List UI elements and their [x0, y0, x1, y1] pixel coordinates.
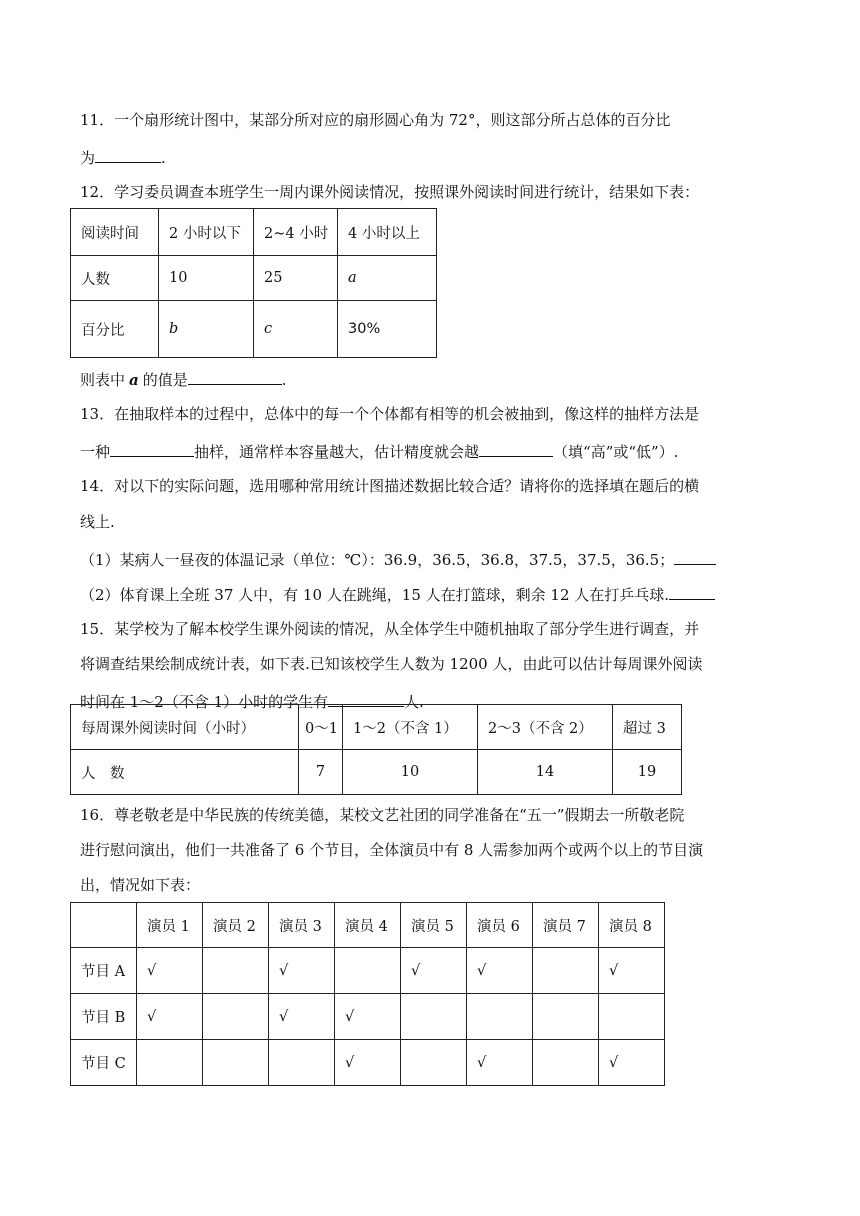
table-cell: 4 小时以上 — [338, 209, 437, 256]
table-row — [71, 1040, 665, 1086]
table-cell: 人数 — [71, 256, 159, 301]
q14-item1-text: （1）某病人一昼夜的体温记录（单位：℃）：36.9，36.5，36.8，37.5，37.5，36.5； — [80, 551, 675, 569]
table-cell: √ — [467, 948, 533, 994]
q11-prefix: 为 — [80, 149, 96, 167]
q12-question-suffix: . — [281, 371, 287, 389]
table-cell: 演员 8 — [599, 903, 665, 948]
q16-line1: 16．尊老敬老是中华民族的传统美德，某校文艺社团的同学准备在“五一”假期去一所敬老院 — [80, 806, 685, 824]
q15-line1: 15．某学校为了解本校学生课外阅读的情况，从全体学生中随机抽取了部分学生进行调查，并 — [80, 620, 700, 638]
q16-line3: 出，情况如下表： — [80, 876, 201, 894]
table-cell: 演员 3 — [269, 903, 335, 948]
q12-answer-blank[interactable] — [188, 368, 282, 385]
table-cell — [533, 948, 599, 994]
table-cell: 2 小时以下 — [159, 209, 254, 256]
table-cell — [401, 1040, 467, 1086]
table-cell: √ — [401, 948, 467, 994]
table-cell: √ — [467, 1040, 533, 1086]
q13-suffix: （填“高”或“低”）. — [553, 443, 679, 461]
table-row — [71, 948, 665, 994]
table-cell: √ — [599, 948, 665, 994]
table-cell: 演员 6 — [467, 903, 533, 948]
q12-table — [70, 208, 437, 358]
q16-table — [70, 902, 665, 1086]
q14-item1 — [80, 548, 716, 570]
table-row — [71, 256, 437, 301]
q13-prefix: 一种 — [80, 443, 111, 461]
table-cell — [599, 994, 665, 1040]
q14-item2-text: （2）体育课上全班 37 人中，有 10 人在跳绳，15 人在打篮球，剩余 12 人在打乒乓球. — [80, 586, 670, 604]
table-cell: 演员 7 — [533, 903, 599, 948]
q14-line1: 14．对以下的实际问题，选用哪种常用统计图描述数据比较合适？请将你的选择填在题后的横 — [80, 477, 700, 495]
table-cell: 25 — [254, 256, 338, 301]
table-cell: √ — [269, 948, 335, 994]
table-row — [71, 209, 437, 256]
table-cell — [137, 1040, 203, 1086]
table-cell: 演员 4 — [335, 903, 401, 948]
q14-item2-blank[interactable] — [669, 583, 715, 600]
q14-item2 — [80, 583, 715, 605]
q16-line2: 进行慰问演出，他们一共准备了 6 个节目，全体演员中有 8 人需参加两个或两个以上的节目演 — [80, 841, 704, 859]
q13-answer-blank-2[interactable] — [479, 440, 553, 457]
table-cell — [203, 994, 269, 1040]
table-cell — [401, 994, 467, 1040]
table-cell: 百分比 — [71, 301, 159, 358]
q12-intro: 12．学习委员调查本班学生一周内课外阅读情况，按照课外阅读时间进行统计，结果如下表： — [80, 183, 700, 201]
q13-mid: 抽样，通常样本容量越大，估计精度就会越 — [194, 443, 480, 461]
table-cell — [533, 994, 599, 1040]
table-cell: 超过 3 — [613, 705, 682, 750]
q11-line1: 11．一个扇形统计图中，某部分所对应的扇形圆心角为 72°，则这部分所占总体的百分比 — [80, 111, 671, 129]
table-cell — [335, 948, 401, 994]
table-row — [71, 903, 665, 948]
table-cell: √ — [269, 994, 335, 1040]
table-cell: 2～3（不含 2） — [478, 705, 613, 750]
q11-line2 — [80, 146, 166, 168]
table-cell: 阅读时间 — [71, 209, 159, 256]
q12-question — [80, 368, 287, 390]
table-cell: 演员 5 — [401, 903, 467, 948]
table-cell: 1～2（不含 1） — [343, 705, 478, 750]
table-cell — [203, 1040, 269, 1086]
table-cell: 人 数 — [71, 750, 299, 795]
table-cell: 14 — [478, 750, 613, 795]
table-row — [71, 301, 437, 358]
table-cell: 演员 2 — [203, 903, 269, 948]
table-cell — [269, 1040, 335, 1086]
table-row — [71, 750, 682, 795]
q15-table — [70, 704, 682, 795]
table-cell: 节目 B — [71, 994, 137, 1040]
table-cell — [203, 948, 269, 994]
table-cell — [71, 903, 137, 948]
table-cell: 演员 1 — [137, 903, 203, 948]
table-cell: 19 — [613, 750, 682, 795]
table-cell: 30% — [338, 301, 437, 358]
q15-line3-suffix: 人. — [404, 693, 424, 711]
table-cell: √ — [335, 1040, 401, 1086]
table-cell: √ — [335, 994, 401, 1040]
q15-line2: 将调查结果绘制成统计表，如下表.已知该校学生人数为 1200 人，由此可以估计每周课外阅读 — [80, 655, 703, 673]
table-cell: 每周课外阅读时间（小时） — [71, 705, 299, 750]
table-cell — [533, 1040, 599, 1086]
table-cell: 10 — [159, 256, 254, 301]
q13-line1: 13．在抽取样本的过程中，总体中的每一个个体都有相等的机会被抽到，像这样的抽样方法是 — [80, 405, 700, 423]
q13-answer-blank-1[interactable] — [110, 440, 194, 457]
table-cell: c — [254, 301, 338, 358]
table-cell: a — [338, 256, 437, 301]
q11-answer-blank[interactable] — [95, 146, 161, 163]
q14-item1-blank[interactable] — [674, 548, 716, 565]
table-cell: 节目 A — [71, 948, 137, 994]
table-cell: 2~4 小时 — [254, 209, 338, 256]
table-cell: b — [159, 301, 254, 358]
q12-question-mid: 的值是 — [142, 371, 188, 389]
q11-suffix: . — [161, 149, 166, 167]
q12-question-prefix: 则表中 — [80, 371, 126, 389]
q12-variable: a — [129, 371, 139, 389]
table-cell — [467, 994, 533, 1040]
table-cell: √ — [599, 1040, 665, 1086]
table-cell: 7 — [299, 750, 343, 795]
q14-line2: 线上. — [80, 513, 115, 531]
table-cell: 10 — [343, 750, 478, 795]
table-cell: 节目 C — [71, 1040, 137, 1086]
table-cell: √ — [137, 994, 203, 1040]
q15-line3-text: 时间在 1～2（不含 1）小时的学生有 — [80, 693, 329, 711]
table-cell: √ — [137, 948, 203, 994]
table-cell: 0～1 — [299, 705, 343, 750]
q13-line2 — [80, 440, 678, 462]
table-row — [71, 994, 665, 1040]
table-row — [71, 705, 682, 750]
